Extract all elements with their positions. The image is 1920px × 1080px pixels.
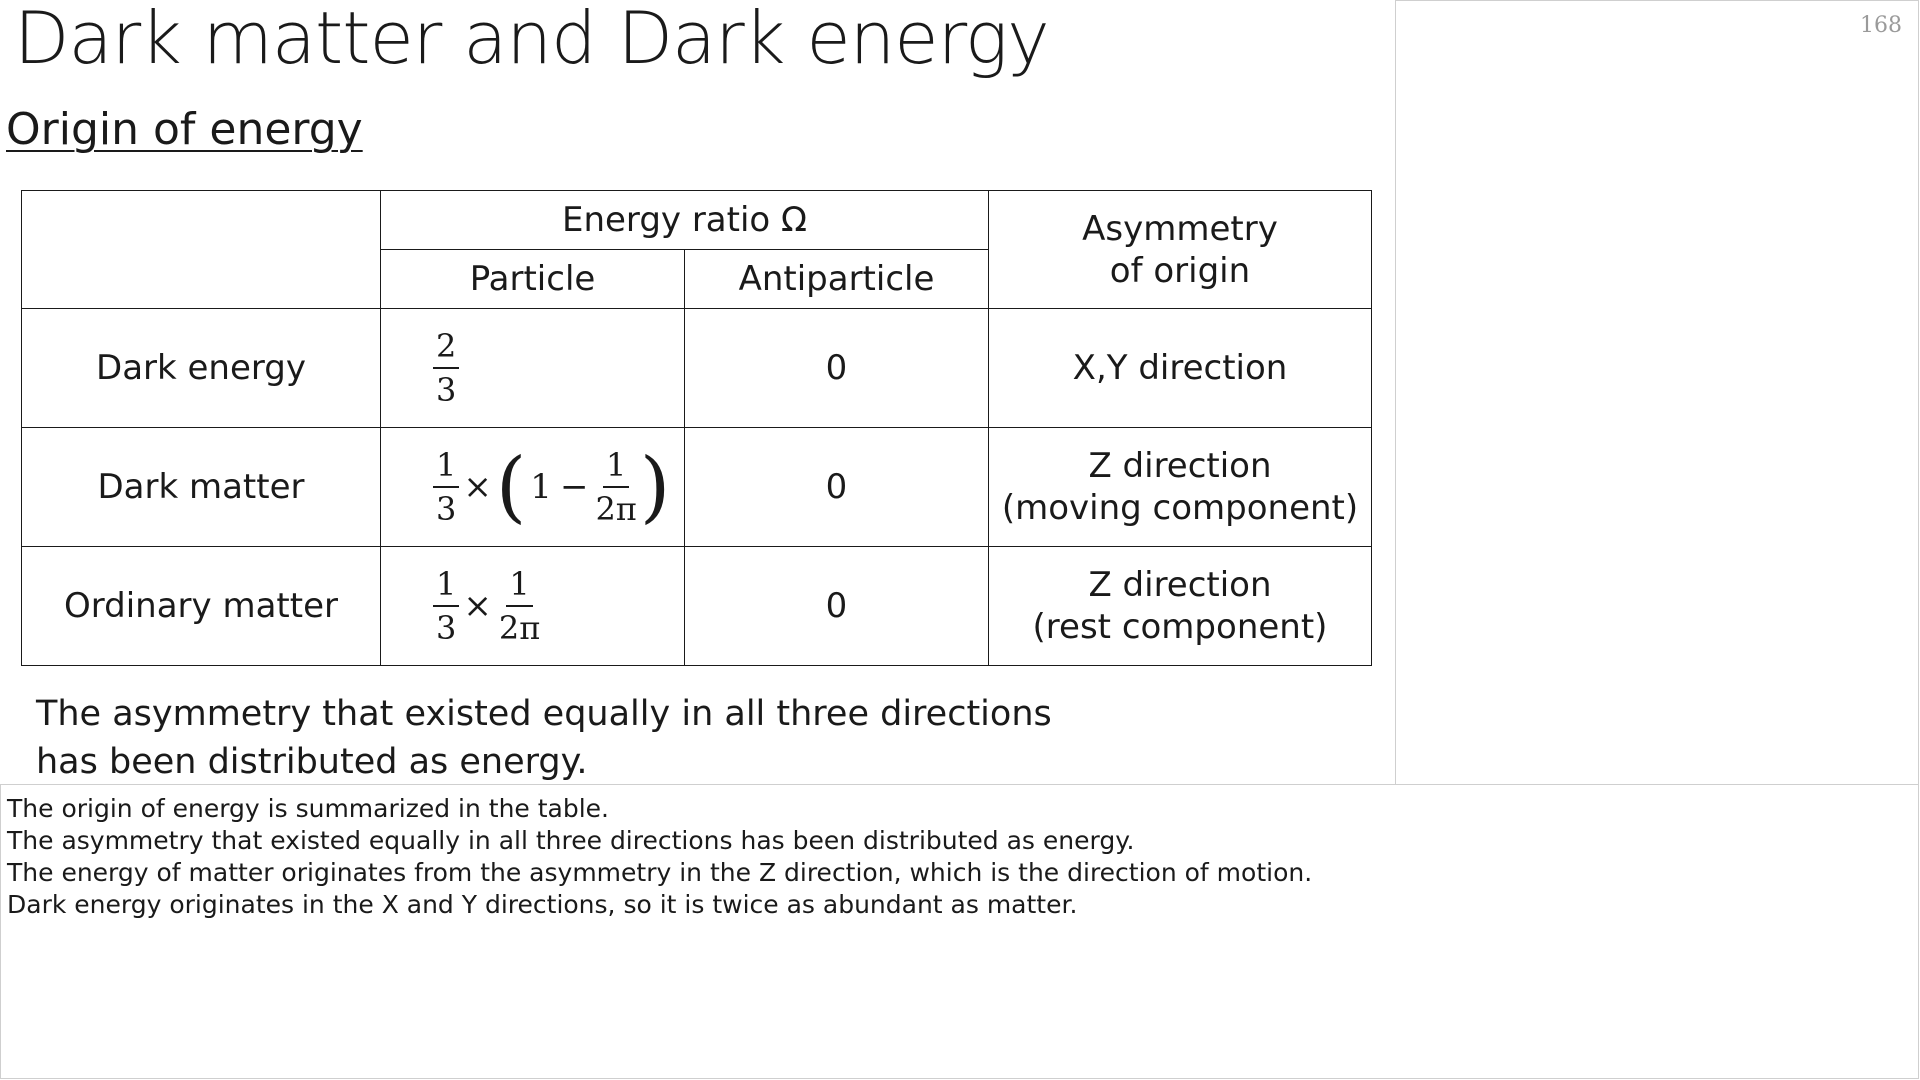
antiparticle-ratio-dark-energy: 0 bbox=[685, 309, 989, 428]
fraction bbox=[433, 565, 459, 647]
fraction bbox=[433, 446, 459, 528]
asymmetry-line2: (rest component) bbox=[1032, 607, 1328, 647]
close-parenthesis: ) bbox=[639, 442, 671, 532]
header-energy-ratio: Energy ratio Ω bbox=[381, 191, 989, 250]
asymmetry-line1: Z direction bbox=[1088, 446, 1272, 486]
speaker-note-line: The origin of energy is summarized in the table. bbox=[7, 794, 610, 823]
asymmetry-dark-matter bbox=[989, 428, 1372, 547]
fraction-numerator: 1 bbox=[603, 449, 629, 488]
fraction-numerator: 1 bbox=[433, 568, 459, 607]
fraction-denominator: 2π bbox=[498, 609, 541, 647]
fraction-denominator: 3 bbox=[436, 490, 457, 528]
asymmetry-line2: (moving component) bbox=[1001, 488, 1359, 528]
fraction-numerator: 2 bbox=[433, 330, 459, 369]
fraction-numerator: 1 bbox=[433, 449, 459, 488]
table-row bbox=[22, 428, 1372, 547]
asymmetry-line1: X,Y direction bbox=[1072, 348, 1288, 388]
fraction-numerator: 1 bbox=[506, 568, 532, 607]
slide-note bbox=[36, 690, 1052, 786]
row-label-dark-matter: Dark matter bbox=[22, 428, 381, 547]
speaker-notes-pane[interactable] bbox=[0, 784, 1919, 1079]
slide-note-line2: has been distributed as energy. bbox=[36, 742, 588, 782]
row-label-ordinary-matter: Ordinary matter bbox=[22, 547, 381, 666]
inner-fraction bbox=[496, 565, 543, 647]
table-row bbox=[22, 547, 1372, 666]
row-label-dark-energy: Dark energy bbox=[22, 309, 381, 428]
header-antiparticle: Antiparticle bbox=[685, 250, 989, 309]
fraction-denominator: 2π bbox=[595, 490, 637, 528]
particle-ratio-dark-matter bbox=[381, 428, 685, 547]
table-row bbox=[22, 309, 1372, 428]
header-particle: Particle bbox=[381, 250, 685, 309]
header-asymmetry-line2: of origin bbox=[1109, 250, 1251, 291]
header-asymmetry bbox=[989, 191, 1372, 309]
fraction-denominator: 3 bbox=[436, 371, 457, 409]
antiparticle-ratio-dark-matter: 0 bbox=[685, 428, 989, 547]
energy-origin-table bbox=[21, 190, 1372, 666]
inner-fraction bbox=[592, 446, 639, 528]
antiparticle-ratio-ordinary-matter: 0 bbox=[685, 547, 989, 666]
slide-subtitle: Origin of energy bbox=[6, 104, 363, 155]
speaker-note-line: The asymmetry that existed equally in all three directions has been distributed as energy. bbox=[7, 826, 1135, 855]
fraction bbox=[433, 327, 459, 409]
one: 1 bbox=[530, 467, 552, 507]
fraction-denominator: 3 bbox=[436, 609, 457, 647]
open-parenthesis: ( bbox=[495, 442, 527, 532]
minus-sign: − bbox=[559, 467, 589, 507]
page-number: 168 bbox=[1860, 13, 1902, 38]
asymmetry-line1: Z direction bbox=[1088, 565, 1272, 605]
slide-note-line1: The asymmetry that existed equally in all three directions bbox=[36, 694, 1052, 734]
particle-ratio-dark-energy bbox=[381, 309, 685, 428]
asymmetry-dark-energy bbox=[989, 309, 1372, 428]
asymmetry-ordinary-matter bbox=[989, 547, 1372, 666]
speaker-note-line: The energy of matter originates from the asymmetry in the Z direction, which is the direction of motion. bbox=[7, 858, 1313, 887]
header-asymmetry-line1: Asymmetry bbox=[1082, 208, 1278, 249]
slide-title: Dark matter and Dark energy bbox=[14, 0, 1049, 80]
times-sign: × bbox=[463, 467, 492, 507]
side-panel bbox=[1395, 0, 1919, 784]
speaker-note-line: Dark energy originates in the X and Y directions, so it is twice as abundant as matter. bbox=[7, 890, 1078, 919]
times-sign: × bbox=[463, 586, 492, 626]
particle-ratio-ordinary-matter bbox=[381, 547, 685, 666]
table-corner-cell bbox=[22, 191, 381, 309]
